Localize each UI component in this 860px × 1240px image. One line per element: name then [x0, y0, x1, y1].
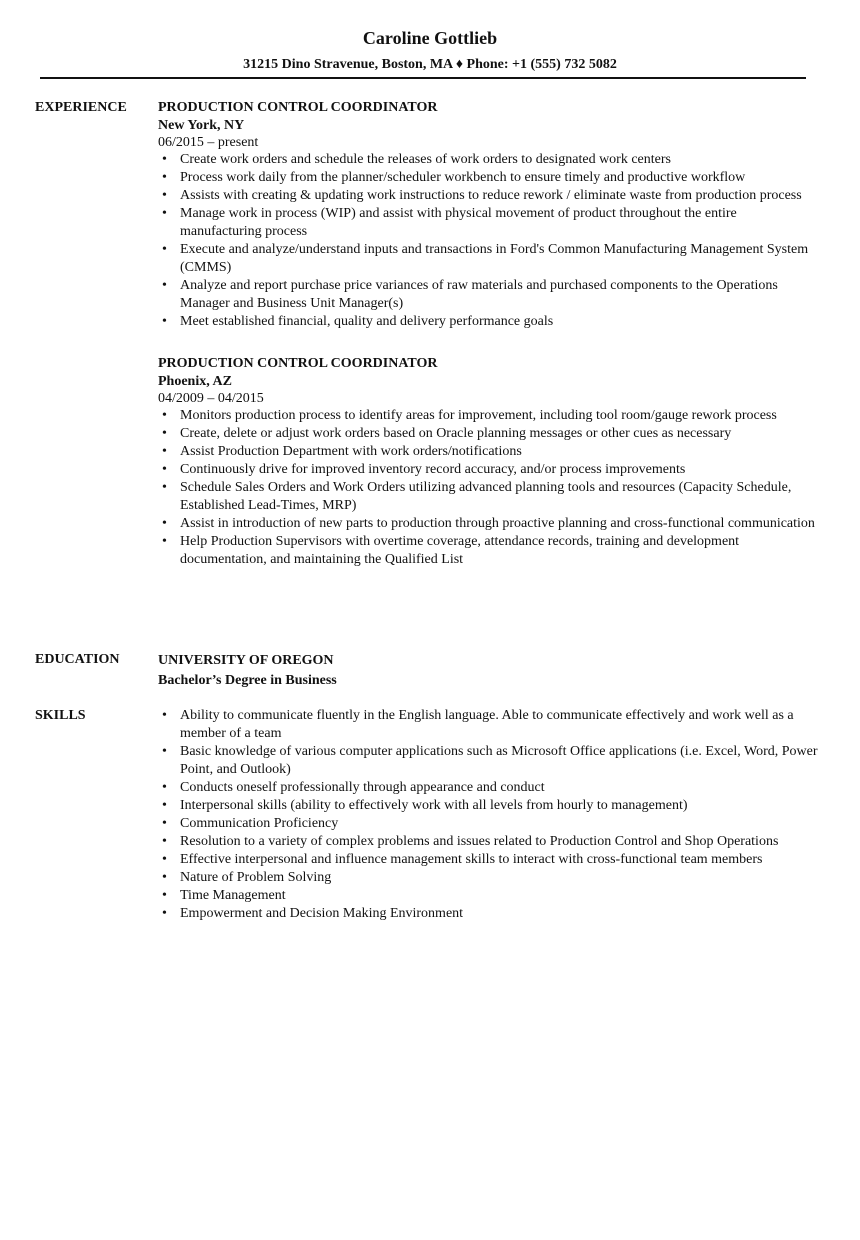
skills-list [158, 707, 818, 923]
bullet-item: • Create, delete or adjust work orders based on Oracle planning messages or other cues as necessary [158, 425, 818, 443]
skill-item: • Empowerment and Decision Making Environment [158, 905, 818, 923]
degree-name: Bachelor’s Degree in Business [158, 673, 337, 688]
bullet-item: • Analyze and report purchase price variances of raw materials and purchased components to the Operations Manager and Business Unit Manager(s) [158, 277, 818, 313]
job-dates: 06/2015 – present [158, 135, 259, 150]
job-location: New York, NY [158, 118, 245, 133]
candidate-name: Caroline Gottlieb [362, 28, 498, 48]
skill-item: • Communication Proficiency [158, 815, 818, 833]
bullet-item: • Process work daily from the planner/scheduler workbench to ensure timely and productive workflow [158, 169, 818, 187]
skill-item: • Conducts oneself professionally through appearance and conduct [158, 779, 818, 797]
bullet-item: • Continuously drive for improved inventory record accuracy, and/or process improvements [158, 461, 818, 479]
bullet-item: • Meet established financial, quality and delivery performance goals [158, 313, 818, 331]
skill-item: • Time Management [158, 887, 818, 905]
bullet-item: • Assists with creating & updating work instructions to reduce rework / eliminate waste from production process [158, 187, 818, 205]
skills-body [158, 707, 818, 923]
bullet-item: • Assist Production Department with work orders/notifications [158, 443, 818, 461]
bullet-item: • Create work orders and schedule the releases of work orders to designated work centers [158, 151, 818, 169]
bullet-item: • Manage work in process (WIP) and assist with physical movement of product throughout the entire manufacturing process [158, 205, 818, 241]
experience-label: EXPERIENCE [35, 100, 127, 115]
job-entry [158, 99, 818, 331]
education-label: EDUCATION [35, 652, 120, 667]
bullet-item: • Help Production Supervisors with overtime coverage, attendance records, training and development documentation, and maintaining the Qualified List [158, 533, 818, 569]
job-title: PRODUCTION CONTROL COORDINATOR [158, 356, 438, 371]
school-name: UNIVERSITY OF OREGON [158, 653, 334, 668]
contact-line: 31215 Dino Stravenue, Boston, MA ♦ Phone: +1 (555) 732 5082 [243, 57, 617, 72]
bullet-item: • Schedule Sales Orders and Work Orders utilizing advanced planning tools and resources (Capacity Schedule, Established Lead-Times, MRP) [158, 479, 818, 515]
skills-label: SKILLS [35, 708, 86, 723]
skill-item: • Resolution to a variety of complex problems and issues related to Production Control and Shop Operations [158, 833, 818, 851]
experience-body [158, 99, 818, 569]
skill-item: • Interpersonal skills (ability to effectively work with all levels from hourly to management) [158, 797, 818, 815]
skill-item: • Effective interpersonal and influence management skills to interact with cross-functional team members [158, 851, 818, 869]
bullet-item: • Execute and analyze/understand inputs and transactions in Ford's Common Manufacturing Management System (CMMS) [158, 241, 818, 277]
job-location: Phoenix, AZ [158, 374, 232, 389]
skill-item: • Nature of Problem Solving [158, 869, 818, 887]
job-dates: 04/2009 – 04/2015 [158, 391, 264, 406]
bullet-item: • Assist in introduction of new parts to production through proactive planning and cross-functional communication [158, 515, 818, 533]
job-entry [158, 355, 818, 569]
header-divider [40, 77, 806, 79]
education-body [158, 651, 818, 691]
resume-header [0, 0, 860, 73]
job-bullets [158, 151, 818, 331]
job-title: PRODUCTION CONTROL COORDINATOR [158, 100, 438, 115]
skill-item: • Basic knowledge of various computer applications such as Microsoft Office applications (i.e. Excel, Word, Power Point, and Outlook) [158, 743, 818, 779]
bullet-item: • Monitors production process to identify areas for improvement, including tool room/gauge rework process [158, 407, 818, 425]
skill-item: • Ability to communicate fluently in the English language. Able to communicate effectively and work well as a member of a team [158, 707, 818, 743]
job-bullets [158, 407, 818, 569]
